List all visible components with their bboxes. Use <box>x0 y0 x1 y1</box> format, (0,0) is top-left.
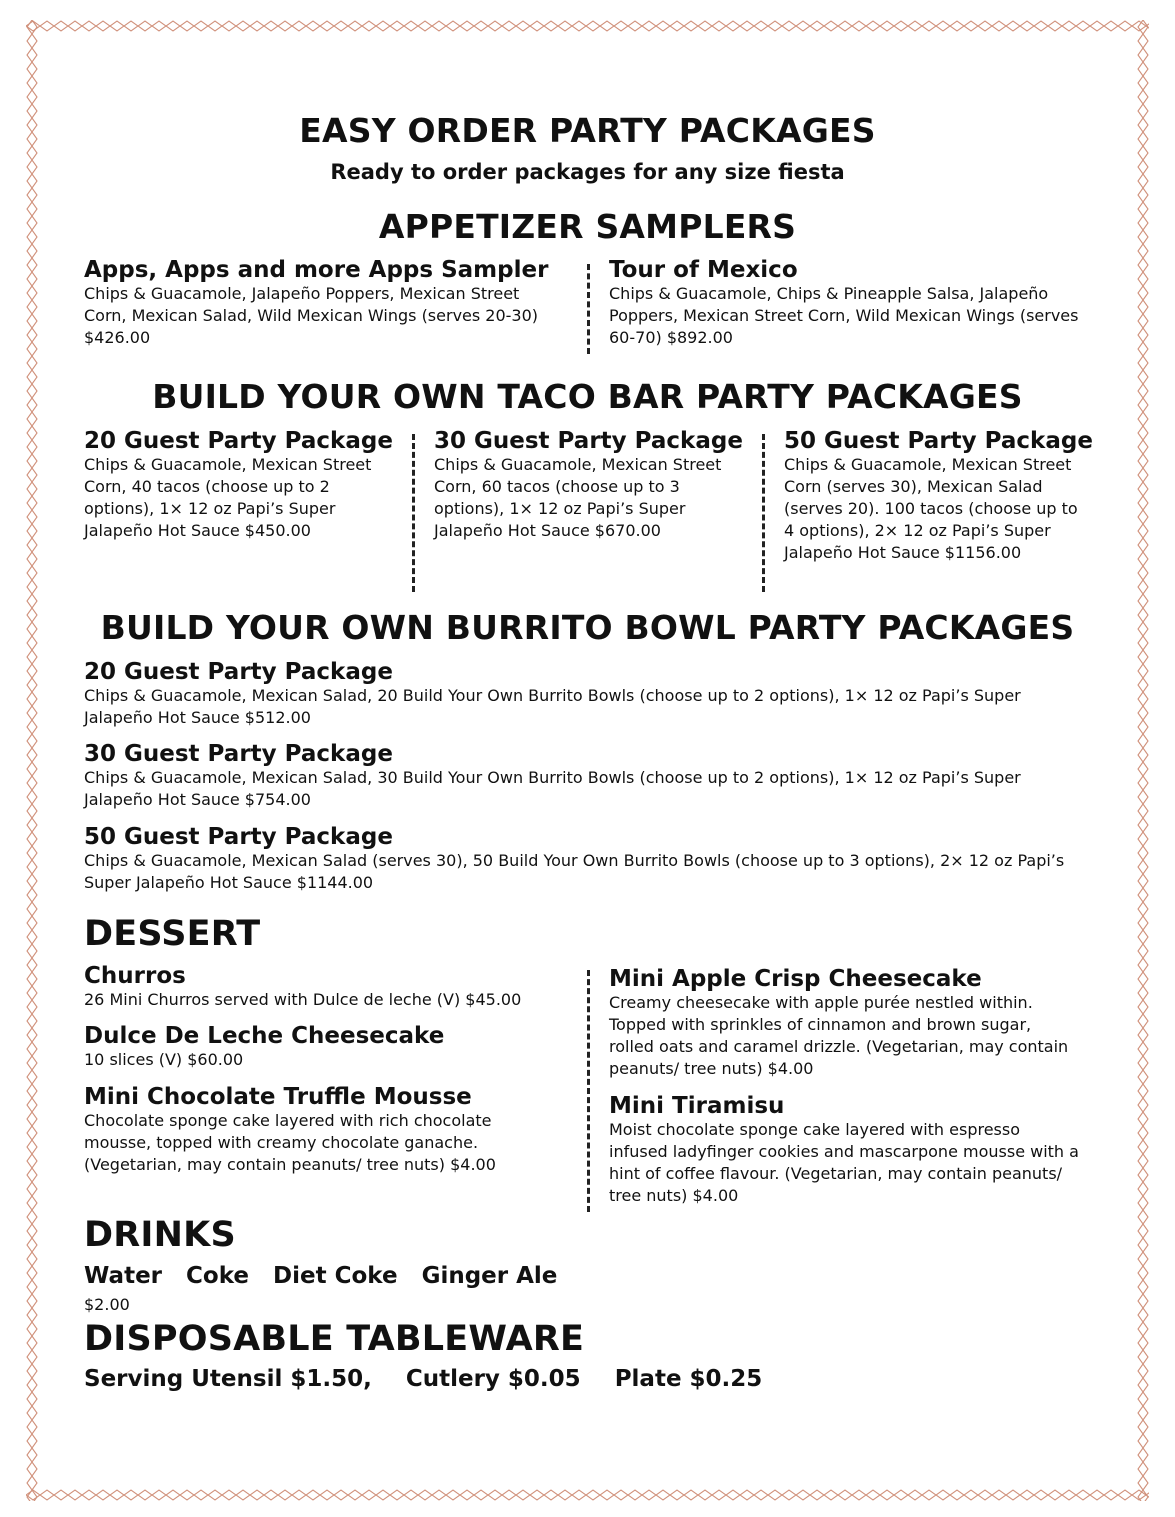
item-name: 30 Guest Party Package <box>434 428 743 454</box>
item-description: Chocolate sponge cake layered with rich chocolate mousse, topped with creamy chocolate ganache. (Vegetarian, may contain peanuts/ tree nuts) $4.00 <box>84 1111 496 1174</box>
item-name: 20 Guest Party Package <box>84 428 393 454</box>
item-description: 10 slices (V) $60.00 <box>84 1050 244 1069</box>
item-name: Mini Apple Crisp Cheesecake <box>609 966 982 992</box>
item-description: Creamy cheesecake with apple purée nestled within. Topped with sprinkles of cinnamon and brown sugar, rolled oats and caramel drizzle. (Vegetarian, may contain peanuts/ tree nuts) $4.00 <box>609 993 1069 1078</box>
menu-item <box>609 1093 1079 1207</box>
item-description: Chips & Guacamole, Mexican Street Corn (serves 30), Mexican Salad (serves 20). 100 tacos (choose up to 4 options), 2× 12 oz Papi’s Super Jalapeño Hot Sauce $1156.00 <box>784 455 1078 562</box>
item-description: 26 Mini Churros served with Dulce de leche (V) $45.00 <box>84 990 522 1009</box>
page-subtitle: Ready to order packages for any size fiesta <box>330 160 845 184</box>
taco-bar-heading: BUILD YOUR OWN TACO BAR PARTY PACKAGES <box>152 377 1023 416</box>
dessert-heading: DESSERT <box>84 914 261 954</box>
item-description: Moist chocolate sponge cake layered with espresso infused ladyfinger cookies and mascarpone mousse with a hint of coffee flavour. (Vegetarian, may contain peanuts/ tree nuts) $4.00 <box>609 1120 1079 1205</box>
menu-item <box>434 428 743 542</box>
tableware-item: Serving Utensil $1.50, <box>84 1366 372 1392</box>
item-name: Mini Chocolate Truffle Mousse <box>84 1084 472 1110</box>
item-description: Chips & Guacamole, Mexican Salad (serves 30), 50 Build Your Own Burrito Bowls (choose up to 3 options), 2× 12 oz Papi’s Super Jalapeño Hot Sauce $1144.00 <box>84 851 1065 892</box>
menu-item <box>84 257 564 349</box>
item-name: 50 Guest Party Package <box>784 428 1093 454</box>
item-name: Apps, Apps and more Apps Sampler <box>84 257 549 283</box>
column-divider <box>412 434 415 592</box>
menu-item <box>84 741 1084 811</box>
menu-item <box>84 428 393 542</box>
item-name: 20 Guest Party Package <box>84 659 393 685</box>
tableware-item: Cutlery $0.05 <box>405 1366 581 1392</box>
menu-item <box>84 963 564 1011</box>
page-title: EASY ORDER PARTY PACKAGES <box>299 111 876 150</box>
tableware-list <box>84 1366 788 1392</box>
column-divider <box>762 434 765 592</box>
drinks-list <box>84 1263 573 1289</box>
item-description: Chips & Guacamole, Mexican Street Corn, 40 tacos (choose up to 2 options), 1× 12 oz Papi’s Super Jalapeño Hot Sauce $450.00 <box>84 455 372 540</box>
appetizer-samplers-heading: APPETIZER SAMPLERS <box>378 207 797 246</box>
menu-item <box>609 966 1079 1080</box>
column-divider <box>587 970 590 1212</box>
item-name: Mini Tiramisu <box>609 1093 785 1119</box>
item-name: Tour of Mexico <box>609 257 798 283</box>
drinks-price: $2.00 <box>84 1295 130 1314</box>
menu-item <box>84 659 1084 729</box>
item-description: Chips & Guacamole, Jalapeño Poppers, Mexican Street Corn, Mexican Salad, Wild Mexican Wings (serves 20-30) $426.00 <box>84 284 539 347</box>
drink-item: Coke <box>186 1263 249 1289</box>
item-name: 30 Guest Party Package <box>84 741 393 767</box>
item-name: Dulce De Leche Cheesecake <box>84 1023 445 1049</box>
drinks-heading: DRINKS <box>84 1215 236 1255</box>
tableware-item: Plate $0.25 <box>614 1366 763 1392</box>
tableware-heading: DISPOSABLE TABLEWARE <box>84 1319 585 1359</box>
drink-item: Ginger Ale <box>421 1263 558 1289</box>
menu-item <box>609 257 1079 349</box>
item-description: Chips & Guacamole, Mexican Salad, 30 Build Your Own Burrito Bowls (choose up to 2 options), 1× 12 oz Papi’s Super Jalapeño Hot Sauce $754.00 <box>84 768 1021 809</box>
menu-item <box>84 1084 554 1176</box>
menu-item <box>84 1023 564 1071</box>
item-name: 50 Guest Party Package <box>84 824 393 850</box>
item-description: Chips & Guacamole, Mexican Street Corn, 60 tacos (choose up to 3 options), 1× 12 oz Papi’s Super Jalapeño Hot Sauce $670.00 <box>434 455 722 540</box>
item-description: Chips & Guacamole, Chips & Pineapple Salsa, Jalapeño Poppers, Mexican Street Corn, Wild Mexican Wings (serves 60-70) $892.00 <box>609 284 1079 347</box>
drink-item: Diet Coke <box>273 1263 398 1289</box>
drink-item: Water <box>84 1263 163 1289</box>
column-divider <box>587 264 590 354</box>
decorative-border-bottom <box>26 1489 1149 1501</box>
item-name: Churros <box>84 963 186 989</box>
menu-item <box>784 428 1093 564</box>
menu-item <box>84 824 1084 894</box>
burrito-bowl-heading: BUILD YOUR OWN BURRITO BOWL PARTY PACKAGES <box>100 608 1075 647</box>
item-description: Chips & Guacamole, Mexican Salad, 20 Build Your Own Burrito Bowls (choose up to 2 options), 1× 12 oz Papi’s Super Jalapeño Hot Sauce $512.00 <box>84 686 1021 727</box>
decorative-border-top <box>26 20 1149 32</box>
